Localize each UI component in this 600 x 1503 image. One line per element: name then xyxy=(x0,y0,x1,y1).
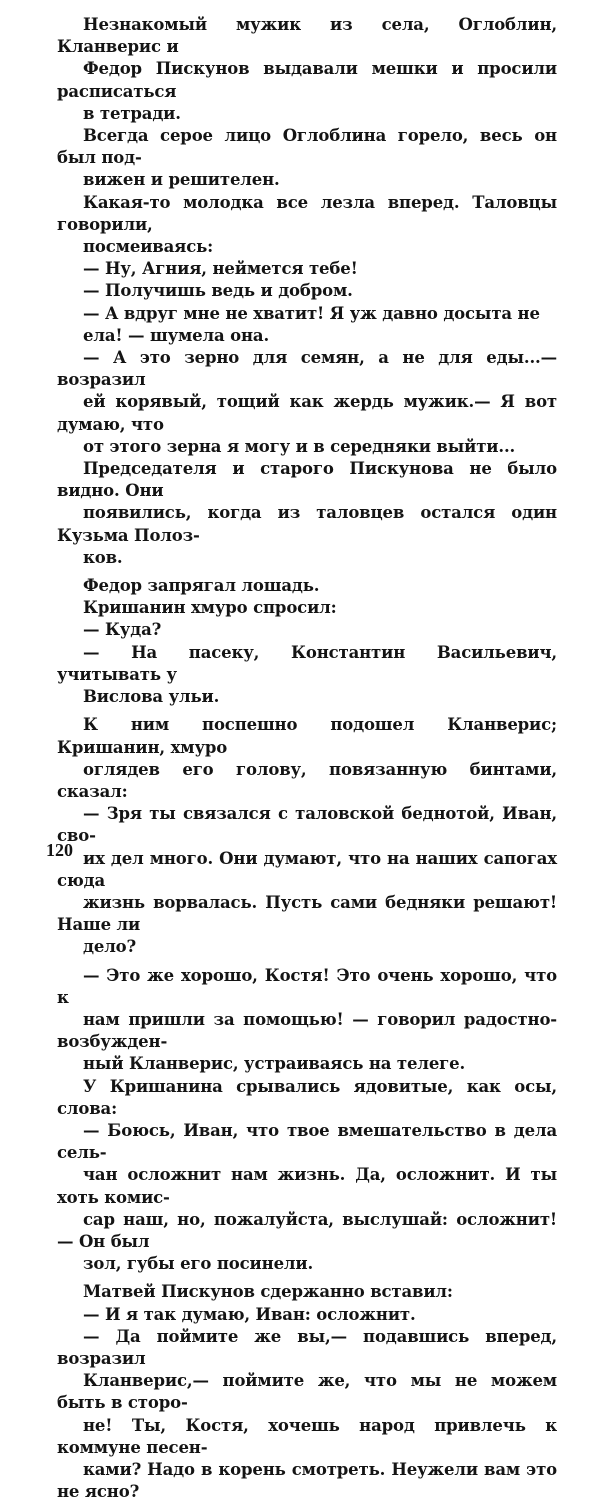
paragraph xyxy=(57,965,557,1076)
text-line: Матвей Пискунов сдержанно вставил: xyxy=(83,1282,453,1302)
text-line: появились, когда из таловцев остался один Кузьма Полоз- xyxy=(57,503,557,545)
text-line: — Куда? xyxy=(83,620,162,640)
text-line: не! Ты, Костя, хочешь народ привлечь к коммуне песен- xyxy=(57,1415,557,1457)
paragraph xyxy=(57,1076,557,1120)
paragraph xyxy=(57,1281,557,1303)
text-line: дело? xyxy=(83,937,137,957)
text-line: ный Кланверис, устраиваясь на телеге. xyxy=(83,1054,466,1074)
text-line: — Это же хорошо, Костя! Это очень хорошо, что к xyxy=(57,965,557,1007)
text-line: ками? Надо в корень смотреть. Неужели вам это не ясно? xyxy=(57,1460,557,1502)
text-line: К ним поспешно подошел Кланверис; Кришанин, хмуро xyxy=(57,715,557,757)
paragraph xyxy=(57,714,557,803)
text-line: оглядев его голову, повязанную бинтами, сказал: xyxy=(57,759,557,801)
paragraph xyxy=(57,14,557,125)
text-line: Председателя и старого Пискунова не было видно. Они xyxy=(57,459,557,501)
text-line: ела! — шумела она. xyxy=(83,325,270,345)
text-line: сар наш, но, пожалуйста, выслушай: осложнит! — Он был xyxy=(57,1209,557,1251)
body-text xyxy=(57,14,557,1503)
text-line: — А вдруг мне не хватит! Я уж давно досыта не xyxy=(83,303,540,323)
text-line: — Получишь ведь и добром. xyxy=(83,281,353,301)
paragraph xyxy=(57,1326,557,1503)
paragraph xyxy=(57,192,557,259)
text-line: в тетради. xyxy=(83,103,181,123)
paragraph xyxy=(57,575,557,597)
text-line: — Зря ты связался с таловской беднотой, Иван, сво- xyxy=(57,804,557,846)
paragraph xyxy=(57,642,557,709)
text-line: У Кришанина срывались ядовитые, как осы, слова: xyxy=(57,1076,557,1118)
page-number: 120 xyxy=(46,840,73,860)
paragraph xyxy=(57,1304,557,1326)
text-line: от этого зерна я могу и в середняки выйти... xyxy=(83,436,516,456)
text-line: жизнь ворвалась. Пусть сами бедняки решают! Наше ли xyxy=(57,892,557,935)
text-line: Вислова ульи. xyxy=(83,687,220,707)
paragraph xyxy=(57,125,557,192)
text-line: посмеиваясь: xyxy=(83,237,214,257)
text-line: Какая-то молодка все лезла вперед. Таловцы говорили, xyxy=(57,192,557,234)
paragraph xyxy=(57,803,557,958)
text-line: зол, губы его посинели. xyxy=(83,1254,314,1274)
text-line: их дел много. Они думают, что на наших сапогах сюда xyxy=(57,848,557,890)
text-line: — Да поймите же вы,— подавшись вперед, возразил xyxy=(57,1326,557,1368)
text-line: — А это зерно для семян, а не для еды...— возразил xyxy=(57,348,557,390)
paragraph xyxy=(57,347,557,458)
text-line: ков. xyxy=(83,547,123,567)
paragraph xyxy=(57,1120,557,1275)
text-line: Всегда серое лицо Оглоблина горело, весь он был под- xyxy=(57,126,557,168)
text-line: Кришанин хмуро спросил: xyxy=(83,598,337,618)
paragraph xyxy=(57,280,557,302)
paragraph xyxy=(57,597,557,619)
text-line: — Боюсь, Иван, что твое вмешательство в дела сель- xyxy=(57,1120,557,1163)
text-line: Кланверис,— поймите же, что мы не можем быть в сторо- xyxy=(57,1371,557,1413)
text-line: — И я так думаю, Иван: осложнит. xyxy=(83,1304,416,1324)
text-line: — Ну, Агния, неймется тебе! xyxy=(83,259,358,279)
text-line: чан осложнит нам жизнь. Да, осложнит. И ты хоть комис- xyxy=(57,1165,557,1207)
text-line: ей корявый, тощий как жердь мужик.— Я вот думаю, что xyxy=(57,392,557,434)
paragraph xyxy=(57,258,557,280)
paragraph xyxy=(57,303,557,347)
text-line: вижен и решителен. xyxy=(83,170,280,190)
text-line: — На пасеку, Константин Васильевич, учитывать у xyxy=(57,642,557,684)
text-line: Федор запрягал лошадь. xyxy=(83,576,320,596)
paragraph xyxy=(57,458,557,569)
text-line: нам пришли за помощью! — говорил радостно-возбужден- xyxy=(57,1009,557,1052)
text-line: Федор Пискунов выдавали мешки и просили расписаться xyxy=(57,59,557,101)
paragraph xyxy=(57,619,557,641)
text-line: Незнакомый мужик из села, Оглоблин, Кланверис и xyxy=(57,15,557,57)
